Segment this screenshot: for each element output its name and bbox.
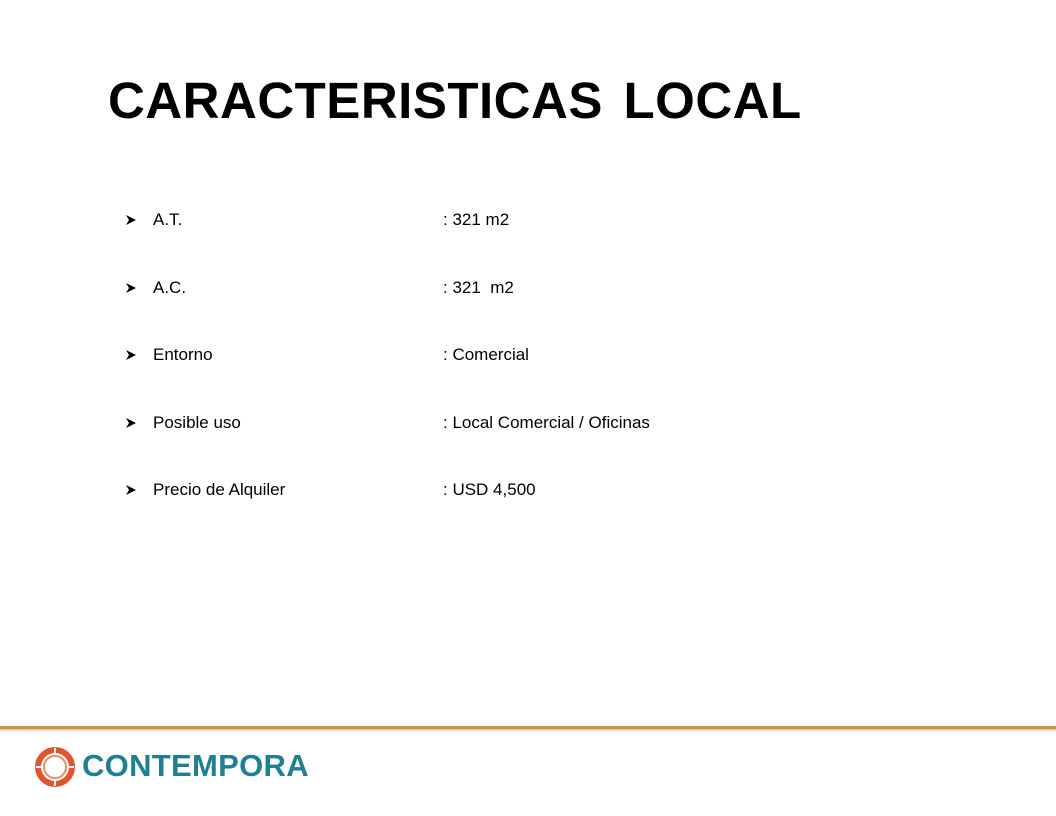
- arrow-bullet-icon: [124, 342, 138, 368]
- spec-label: Precio de Alquiler: [153, 480, 286, 499]
- logo-wordmark: CONTEMPORA: [82, 747, 309, 783]
- arrow-bullet-icon: [124, 275, 138, 301]
- spec-row-ac: [124, 275, 824, 343]
- spec-list: [124, 207, 824, 545]
- spec-label: Posible uso: [153, 412, 241, 432]
- spec-label: A.C.: [153, 277, 187, 297]
- ring-logo-icon: [34, 746, 76, 788]
- spec-row-entorno: [124, 342, 824, 410]
- spec-label: A.T.: [153, 210, 183, 229]
- spec-value: : Comercial: [443, 345, 529, 364]
- spec-row-precio: [124, 477, 824, 545]
- footer-divider-shadow: [0, 729, 1056, 731]
- arrow-bullet-icon: [124, 410, 138, 436]
- spec-row-at: [124, 207, 824, 275]
- arrow-bullet-icon: [124, 477, 138, 503]
- spec-row-posible-uso: [124, 410, 824, 478]
- arrow-bullet-icon: [124, 207, 138, 233]
- spec-value: : 321 m2: [443, 210, 510, 229]
- spec-label: Entorno: [153, 345, 213, 364]
- spec-value: : 321 m2: [443, 277, 514, 297]
- slide-title: CARACTERISTICAS LOCAL: [108, 72, 802, 129]
- logo-tagline-decoration: [140, 783, 280, 786]
- spec-value: : Local Comercial / Oficinas: [443, 412, 650, 432]
- spec-value: : USD 4,500: [443, 480, 536, 499]
